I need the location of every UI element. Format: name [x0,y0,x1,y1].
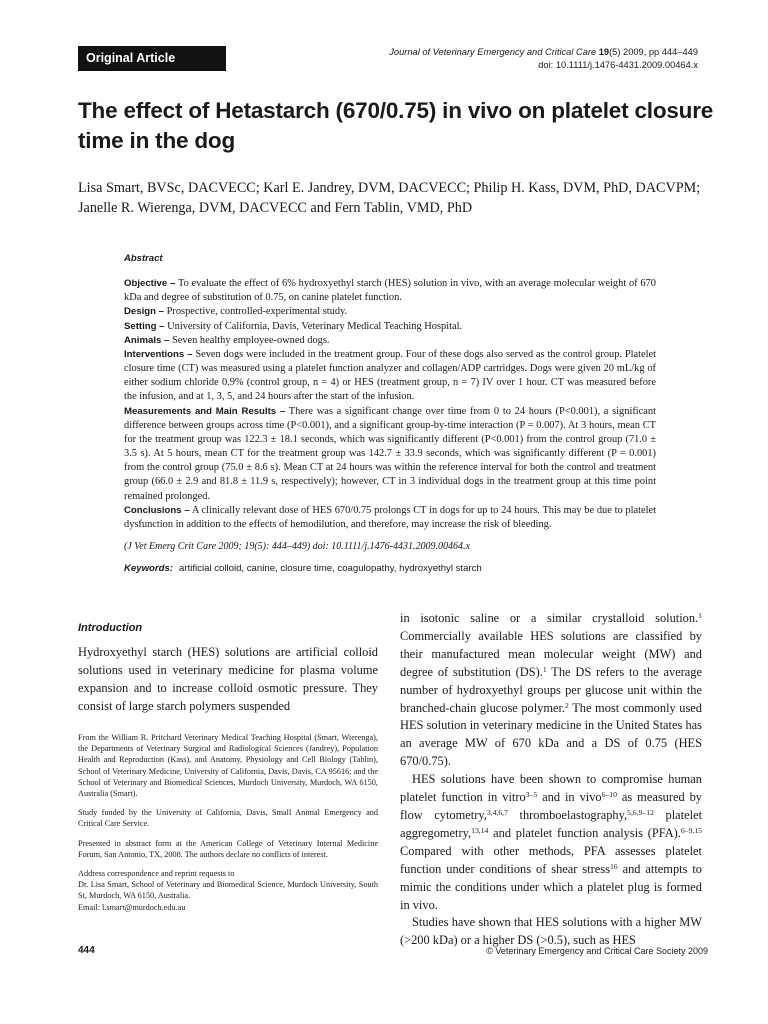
body-paragraph: Studies have shown that HES solutions with a higher MW (>200 kDa) or a higher DS (>0.5), such as HES [400,915,702,948]
abstract-design [124,305,656,319]
journal-doi[interactable]: doi: 10.1111/j.1476-4431.2009.00464.x [538,60,698,70]
reference-superscript[interactable]: 13,14 [471,825,489,835]
page-number: 444 [78,945,95,956]
journal-info [389,46,698,72]
abstract-setting [124,320,656,334]
citation: (J Vet Emerg Crit Care 2009; 19(5): 444–449) doi: 10.1111/j.1476-4431.2009.00464.x [124,540,470,552]
abstract-text: To evaluate the effect of 6% hydroxyethyl starch (HES) solution in vivo, with an average molecular weight of 670 kDa and degree of substitution of 0.75, on canine platelet function. [124,278,656,304]
keywords [124,563,684,574]
abstract-objective [124,277,656,305]
right-column [400,610,702,950]
abstract-text: Prospective, controlled-experimental study. [166,306,348,318]
reference-superscript[interactable]: 1 [542,664,547,674]
author-list: Lisa Smart, BVSc, DACVECC; Karl E. Jandrey, DVM, DACVECC; Philip H. Kass, DVM, PhD, DACVPM; Janelle R. Wierenga, DVM, DACVECC and Fern Tablin, VMD, PhD [78,180,701,216]
article-type-badge: Original Article [78,46,226,71]
abstract-interventions [124,348,656,405]
article-title: The effect of Hetastarch (670/0.75) in vivo on platelet closure time in the dog [78,98,714,153]
abstract-label: Conclusions – [124,504,190,516]
body-paragraph: HES solutions have been shown to compromise human platelet function in vitro$^{3-5}$ and in vivo$^{6-10}$ as measured by flow cytometry,$^{3,4,6,7}$ thromboelastography,$^{5,6,9-12}$ platelet aggregometry,$^{13,14}$ and platelet function analysis (PFA).$^{6-9,15}$ Compared with other methods, PFA assesses platelet function under conditions of shear stress$^{16}$ and attempts to mimic the conditions under which a platelet plug is formed in vivo. [400,772,703,912]
copyright-notice: © Veterinary Emergency and Critical Care Society 2009 [486,946,708,956]
journal-issue-pages: (5) 2009, pp 444–449 [609,47,698,57]
abstract-animals [124,334,656,348]
funding-note: Study funded by the University of California, Davis, Small Animal Emergency and Critical Care Service. [78,808,378,829]
author-notes [78,732,378,921]
abstract-results [124,405,656,504]
reference-superscript[interactable]: 2 [565,700,569,710]
abstract [124,252,656,554]
abstract-text: There was a significant change over time from 0 to 24 hours (P<0.001), a significant difference between groups across time (P<0.001), and a significant group-by-time interaction (P = 0.007). At 3 hours, mean CT for the treatment group was 122.3 ± 18.1 seconds, which was significantly different (P<0.001) from the control group (71.0 ± 3.5 s). At 5 hours, mean CT for the treatment group was 142.7 ± 33.9 seconds, which was significantly different (P = 0.001) from the control group (75.0 ± 8.6 s). Mean CT at 24 hours was within the reference interval for both the control and treatment group (66.0 ± 2.9 and 81.8 ± 11.9 s, respectively); however, CT in 3 individual dogs in the treatment group at this time point remained prolonged. [124,405,656,502]
affiliation-note: From the William R. Pritchard Veterinary Medical Teaching Hospital (Smart, Wierenga), the Departments of Veterinary Surgical and Radiological Sciences (Jandrey), Population Health and Reproduction (Kass), and Anatomy, Physiology and Cell Biology (Tablin), School of Veterinary Medicine, University of California, Davis, Davis, CA 95616; and the School of Veterinary and Biomedical Sciences, Murdoch University, Murdoch, WA 6150, Australia (Smart). [78,733,378,799]
abstract-label: Measurements and Main Results – [124,405,286,417]
correspondence-note: Address correspondence and reprint requests to Dr. Lisa Smart, School of Veterinary and Biomedical Science, Murdoch University, South St, Murdoch, WA 6150, Australia. Email: l.smart@murdoch.edu.au [78,869,378,912]
presentation-note: Presented in abstract form at the American College of Veterinary Internal Medicine Forum, San Antonio, TX, 2008. The authors declare no conflicts of interest. [78,838,378,859]
abstract-label: Objective – [124,278,176,290]
abstract-label: Interventions – [124,348,193,360]
introduction-heading: Introduction [78,622,143,634]
reference-superscript[interactable]: 3–5 [525,789,538,799]
abstract-label: Setting – [124,320,165,332]
body-paragraph: in isotonic saline or a similar crystalloid solution.$^1$ Commercially available HES solutions are classified by their manufactured mean molecular weight (MW) and degree of substitution (DS).$^1$ The DS refers to the average number of hydroxyethyl groups per glucose unit within the branched-chain glucose polymer.$^2$ The most commonly used HES solution in veterinary medicine in the United States has an average MW of 670 kDa and a DS of 0.75 (HES 670/0.75). [400,610,702,769]
abstract-conclusions [124,504,656,532]
introduction-paragraph: Hydroxyethyl starch (HES) solutions are artificial colloid solutions used in veterinary medicine for plasma volume expansion and to increase colloid osmotic pressure. They consist of large starch polymers suspended [78,645,378,713]
abstract-label: Animals – [124,334,170,346]
reference-superscript[interactable]: 3,4,6,7 [486,807,508,817]
reference-superscript[interactable]: 6–9,15 [680,825,702,835]
keywords-text: artificial colloid, canine, closure time, coagulopathy, hydroxyethyl starch [179,563,482,574]
abstract-text: Seven dogs were included in the treatment group. Four of these dogs also served as the control group. Platelet closure time (CT) was measured using a platelet function analyzer and collagen/ADP cartridges. Dogs were given 20 mL/kg of either sodium chloride 0.9% (control group, n = 4) or HES (treatment group, n = 7) IV over 1 hour. CT was measured before the infusion, and at 1, 3, 5, and 24 hours after the start of the infusion. [124,348,657,403]
journal-volume: 19 [598,47,610,57]
left-column [78,618,378,716]
reference-superscript[interactable]: 1 [698,610,702,620]
keywords-label: Keywords: [124,563,174,574]
abstract-text: Seven healthy employee-owned dogs. [171,334,330,346]
journal-name: Journal of Veterinary Emergency and Critical Care [389,47,597,57]
reference-superscript[interactable]: 6–10 [601,789,617,799]
abstract-heading: Abstract [124,253,163,264]
abstract-label: Design – [124,306,164,318]
reference-superscript[interactable]: 5,6,9–12 [627,807,654,817]
abstract-text: University of California, Davis, Veterinary Medical Teaching Hospital. [167,320,463,332]
reference-superscript[interactable]: 16 [609,861,618,871]
abstract-text: A clinically relevant dose of HES 670/0.75 prolongs CT in dogs for up to 24 hours. This may be due to platelet dysfunction in addition to the effects of hemodilution, and therefore, may increase the risk of bleeding. [124,504,656,530]
